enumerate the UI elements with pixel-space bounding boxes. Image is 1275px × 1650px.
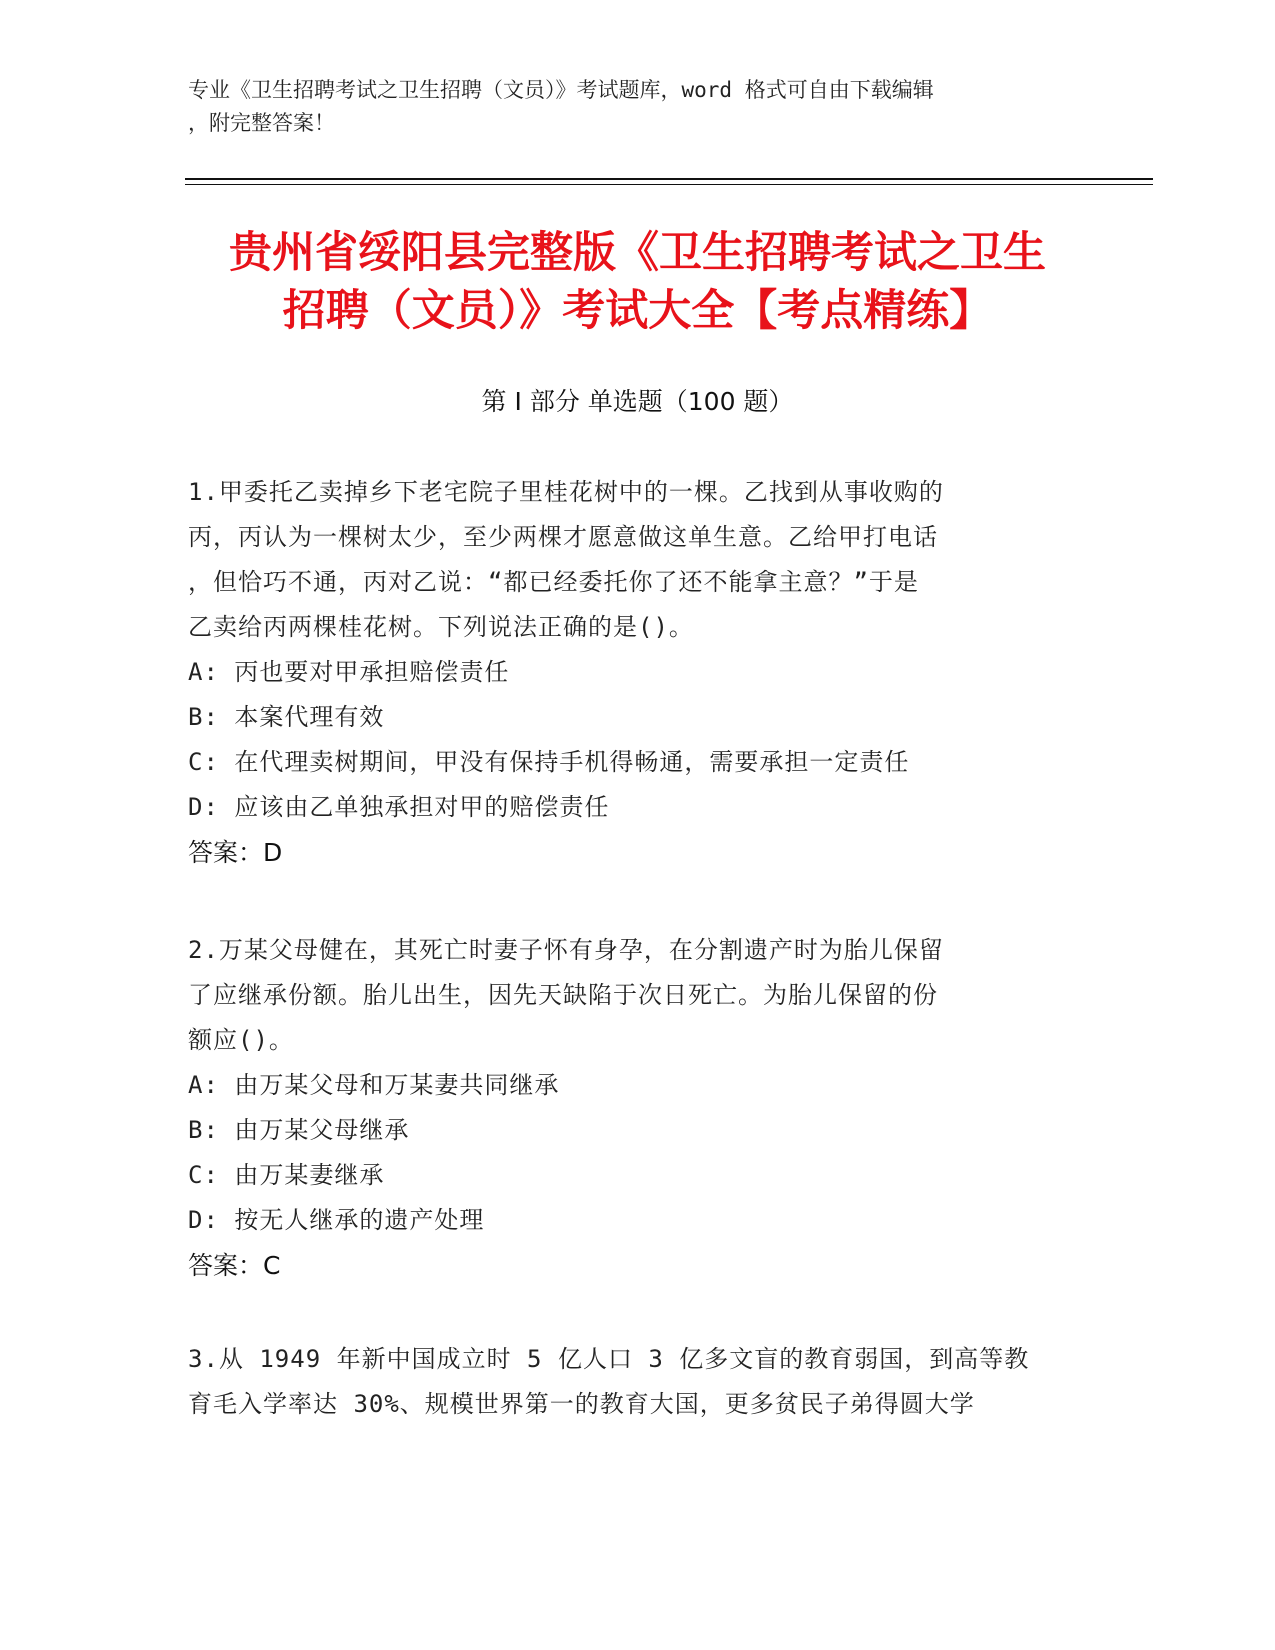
question-stem-line: 育毛入学率达 30%、规模世界第一的教育大国，更多贫民子弟得圆大学 — [188, 1390, 975, 1418]
option-c: C: 在代理卖树期间，甲没有保持手机得畅通，需要承担一定责任 — [188, 748, 910, 776]
question-stem — [188, 470, 1078, 650]
question-stem-line: 额应()。 — [188, 1026, 294, 1054]
section-title: 第 I 部分 单选题（100 题） — [481, 387, 794, 416]
question-stem-line: 了应继承份额。胎儿出生，因先天缺陷于次日死亡。为胎儿保留的份 — [188, 981, 938, 1009]
question-3 — [188, 1337, 1078, 1427]
answer: 答案：C — [188, 1251, 281, 1280]
document-title-line-1: 贵州省绥阳县完整版《卫生招聘考试之卫生 — [229, 228, 1046, 278]
header-divider-thick — [185, 178, 1153, 180]
document-title — [150, 224, 1125, 340]
header-note-line-1: 专业《卫生招聘考试之卫生招聘（文员）》考试题库，word 格式可自由下载编辑 — [188, 78, 934, 102]
question-stem-line: 3.从 1949 年新中国成立时 5 亿人口 3 亿多文盲的教育弱国，到高等教 — [188, 1345, 1030, 1373]
question-1 — [188, 470, 1078, 876]
question-stem-line: ，但恰巧不通，丙对乙说：“都已经委托你了还不能拿主意？”于是 — [188, 568, 919, 596]
option-d: D: 按无人继承的遗产处理 — [188, 1206, 485, 1234]
answer: 答案：D — [188, 838, 283, 867]
question-stem-line: 2.万某父母健在，其死亡时妻子怀有身孕，在分割遗产时为胎儿保留 — [188, 936, 944, 964]
document-title-line-2: 招聘（文员）》考试大全【考点精练】 — [282, 286, 993, 336]
header-note — [188, 74, 1068, 140]
question-stem-line: 1.甲委托乙卖掉乡下老宅院子里桂花树中的一棵。乙找到从事收购的 — [188, 478, 944, 506]
question-2 — [188, 928, 1078, 1289]
question-stem — [188, 1337, 1078, 1427]
option-b: B: 本案代理有效 — [188, 703, 385, 731]
option-a: A: 丙也要对甲承担赔偿责任 — [188, 658, 510, 686]
header-note-line-2: ，附完整答案！ — [188, 111, 335, 135]
question-stem-line: 丙，丙认为一棵树太少，至少两棵才愿意做这单生意。乙给甲打电话 — [188, 523, 938, 551]
option-b: B: 由万某父母继承 — [188, 1116, 410, 1144]
question-stem — [188, 928, 1078, 1063]
header-divider-thin — [185, 184, 1153, 185]
option-c: C: 由万某妻继承 — [188, 1161, 385, 1189]
question-stem-line: 乙卖给丙两棵桂花树。下列说法正确的是()。 — [188, 613, 694, 641]
option-a: A: 由万某父母和万某妻共同继承 — [188, 1071, 560, 1099]
option-d: D: 应该由乙单独承担对甲的赔偿责任 — [188, 793, 610, 821]
